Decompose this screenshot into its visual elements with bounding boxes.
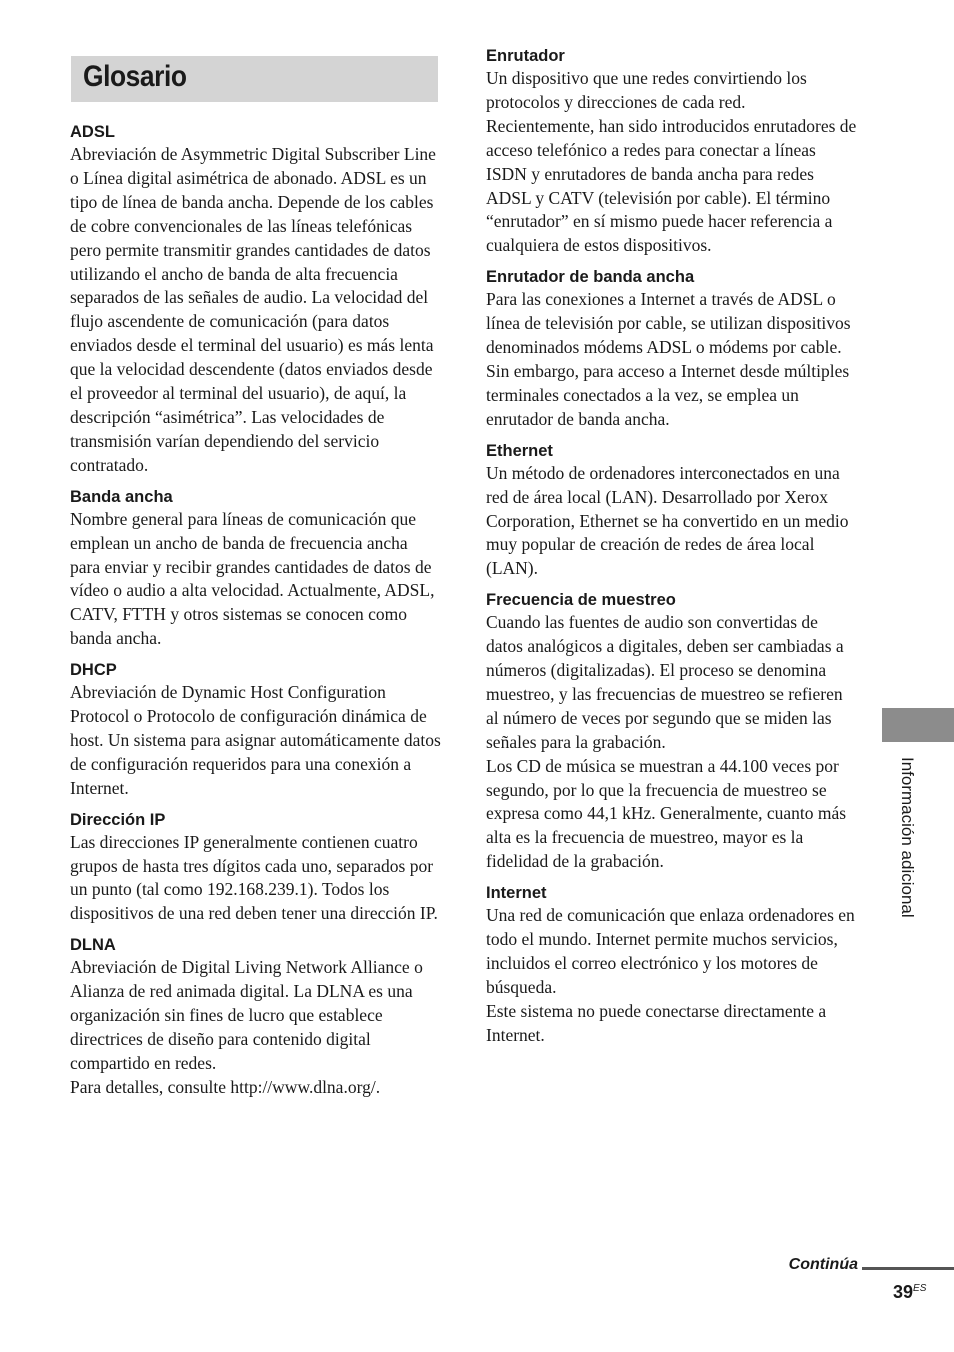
definition-paragraph: Un dispositivo que une redes convirtiendo los protocolos y direcciones de cada red. Recientemente, han sido introducidos enrutadores de acceso telefónico a redes para conectar a líneas ISDN y enrutadores de banda ancha para redes ADSL y CATV (televisión por cable). El término “enrutador” en sí mismo puede hacer referencia a cualquiera de estos dispositivos.: [486, 68, 857, 256]
glossary-entry: [70, 934, 442, 1099]
glossary-entry: [70, 121, 442, 478]
left-column: [70, 121, 442, 1108]
glossary-definition: [70, 831, 442, 927]
page-number-value: 39: [893, 1282, 914, 1302]
definition-paragraph: Los CD de música se muestran a 44.100 veces por segundo, por lo que la frecuencia de muestreo se expresa como 44,1 kHz. Generalmente, cuanto más alta es la frecuencia de muestreo, mayor es la fidelidad de la grabación.: [486, 755, 847, 872]
glossary-definition: [486, 611, 858, 874]
glossary-definition: [486, 904, 858, 1047]
definition-paragraph: Para detalles, consulte http://www.dlna.org/.: [70, 1076, 381, 1097]
glossary-term: Internet: [486, 884, 547, 903]
glossary-entry: [70, 486, 442, 651]
definition-paragraph: Una red de comunicación que enlaza ordenadores en todo el mundo. Internet permite muchos servicios, incluidos el correo electrónico y los motores de búsqueda.: [486, 905, 855, 997]
glossary-definition: [70, 508, 442, 651]
glossary-entry: [70, 809, 442, 927]
section-tab-marker: [882, 708, 954, 742]
glossary-definition: [486, 288, 858, 431]
glossary-entry: [486, 882, 858, 1047]
definition-paragraph: Abreviación de Dynamic Host Configuration Protocol o Protocolo de configuración dinámica de host. Un sistema para asignar automáticamente datos de configuración requeridos para una conexión a Internet.: [70, 682, 441, 798]
definition-paragraph: Un método de ordenadores interconectados en una red de área local (LAN). Desarrollado por Xerox Corporation, Ethernet se ha convertido en un medio muy popular de creación de redes de área local (LAN).: [486, 462, 849, 579]
page-number: [893, 1282, 926, 1303]
glossary-entry: [486, 440, 858, 582]
title-banner: [71, 56, 438, 102]
glossary-entry: [486, 266, 858, 431]
page-title: Glosario: [83, 60, 187, 93]
definition-paragraph: Nombre general para líneas de comunicación que emplean un ancho de banda de frecuencia ancha para enviar y recibir grandes cantidades de datos de vídeo o audio a alta velocidad. Actualmente, ADSL, CATV, FTTH y otros sistemas se conocen como banda ancha.: [70, 508, 435, 649]
page-language-suffix: ES: [913, 1283, 927, 1294]
glossary-term: Banda ancha: [70, 487, 173, 506]
glossary-definition: [70, 143, 442, 478]
definition-paragraph: Abreviación de Digital Living Network Alliance o Alianza de red animada digital. La DLNA es una organización sin fines de lucro que establece directrices de diseño para contenido digital compartido en redes.: [70, 957, 423, 1073]
right-column: [486, 45, 858, 1056]
definition-paragraph: Para las conexiones a Internet a través de ADSL o línea de televisión por cable, se utilizan dispositivos denominados módems ADSL o módems por cable. Sin embargo, para acceso a Internet desde múltiples terminales conectados a la vez, se emplea un enrutador de banda ancha.: [486, 289, 851, 429]
continues-rule: [862, 1267, 954, 1270]
section-tab-label: Información adicional: [898, 757, 917, 918]
glossary-term: Enrutador: [486, 47, 565, 65]
glossary-entry: [486, 589, 858, 874]
continues-label: Continúa: [788, 1256, 858, 1273]
glossary-definition: [486, 67, 858, 258]
glossary-term: DLNA: [70, 936, 116, 955]
glossary-term: Frecuencia de muestreo: [486, 591, 676, 610]
glossary-entry: [70, 659, 442, 801]
glossary-definition: [70, 681, 442, 801]
definition-paragraph: Este sistema no puede conectarse directamente a Internet.: [486, 1000, 827, 1045]
glossary-term: DHCP: [70, 661, 117, 680]
glossary-definition: [70, 956, 442, 1099]
glossary-term: Dirección IP: [70, 810, 166, 829]
glossary-term: Enrutador de banda ancha: [486, 268, 695, 287]
glossary-term: Ethernet: [486, 441, 553, 460]
glossary-definition: [486, 462, 858, 582]
definition-paragraph: Las direcciones IP generalmente contienen cuatro grupos de hasta tres dígitos cada uno, separados por un punto (tal como 192.168.239.1). Todos los dispositivos de una red deben tener una dirección IP.: [70, 831, 438, 924]
glossary-entry: [486, 45, 858, 258]
definition-paragraph: Abreviación de Asymmetric Digital Subscriber Line o Línea digital asimétrica de abonado. ADSL es un tipo de línea de banda ancha. Depende de los cables de cobre convencionales de las líneas telefónicas pero permite transmitir grandes cantidades de datos utilizando el ancho de banda de alta frecuencia separados de las señales de audio. La velocidad del flujo ascendente de comunicación (para datos enviados desde el terminal del usuario) es más lenta que la velocidad descendente (datos enviados desde el proveedor al terminal del usuario), de aquí, la descripción “asimétrica”. Las velocidades de transmisión varían dependiendo del servicio contratado.: [70, 144, 436, 475]
definition-paragraph: Cuando las fuentes de audio son convertidas de datos analógicos a digitales, deben ser cambiadas a números (digitalizadas). El proceso se denomina muestreo, y las frecuencias de muestreo se refieren al número de veces por segundo que se miden las señales para la grabación.: [486, 612, 844, 752]
glossary-term: ADSL: [70, 123, 115, 141]
